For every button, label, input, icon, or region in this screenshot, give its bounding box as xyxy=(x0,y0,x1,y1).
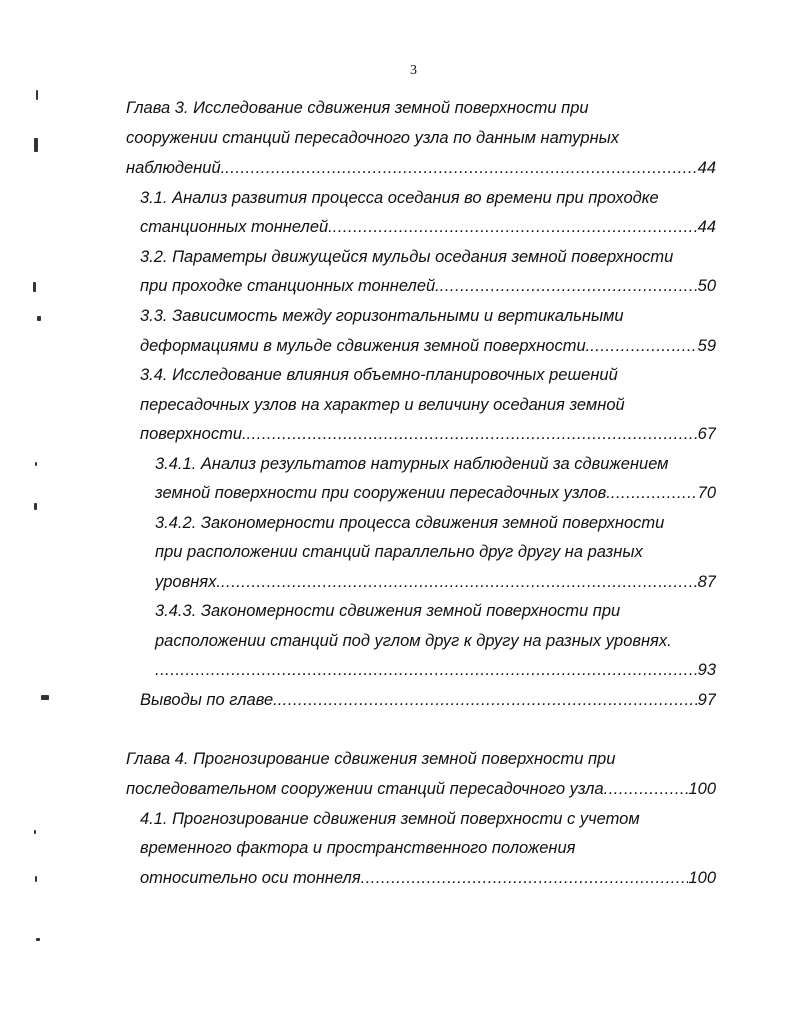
section-3-4-2-line-1: 3.4.2. Закономерности процесса сдвижения земной поверхности xyxy=(155,514,665,532)
toc-page-number: 50 xyxy=(697,277,716,295)
scan-speck xyxy=(35,462,37,466)
section-3-4-3-line-3 xyxy=(155,660,716,680)
section-3-4-3-line-1: 3.4.3. Закономерности сдвижения земной поверхности при xyxy=(155,602,621,620)
section-3-3-line-1: 3.3. Зависимость между горизонтальными и вертикальными xyxy=(140,307,624,325)
chapter-4-title-line-1: Глава 4. Прогнозирование сдвижения земной поверхности при xyxy=(126,750,616,768)
section-3-4-1-line-2 xyxy=(155,483,716,503)
dot-leader xyxy=(590,336,697,356)
scan-speck xyxy=(36,90,38,100)
scan-speck xyxy=(34,830,36,834)
toc-page-number: 97 xyxy=(697,691,716,709)
section-4-1-line-2: временного фактора и пространственного положения xyxy=(140,839,576,857)
chapter-3-title-line-3 xyxy=(126,158,716,178)
section-3-3-line-2 xyxy=(140,336,716,356)
toc-page-number: 93 xyxy=(697,661,716,679)
toc-page-number: 59 xyxy=(697,337,716,355)
toc-chapter-3-conclusions xyxy=(140,690,716,710)
toc-entry-text: относительно оси тоннеля xyxy=(140,869,361,887)
scan-speck xyxy=(36,938,40,941)
scan-speck xyxy=(37,316,41,321)
toc-entry-text: при проходке станционных тоннелей. xyxy=(140,277,440,295)
section-3-1-line-1: 3.1. Анализ развития процесса оседания во времени при проходке xyxy=(140,189,659,207)
section-3-4-line-2: пересадочных узлов на характер и величину оседания земной xyxy=(140,396,625,414)
toc-page-number: 70 xyxy=(697,484,716,502)
toc-entry-text: станционных тоннелей. xyxy=(140,218,333,236)
toc-page-number: 44 xyxy=(697,159,716,177)
toc-page-number: 67 xyxy=(697,425,716,443)
toc-page-number: 100 xyxy=(688,869,716,887)
dot-leader xyxy=(247,424,698,444)
chapter-3-title-line-1: Глава 3. Исследование сдвижения земной поверхности при xyxy=(126,99,589,117)
section-3-4-1-line-1: 3.4.1. Анализ результатов натурных наблюдений за сдвижением xyxy=(155,455,669,473)
section-3-4-2-line-2: при расположении станций параллельно друг другу на разных xyxy=(155,543,643,561)
scan-speck xyxy=(35,876,37,882)
section-3-4-line-1: 3.4. Исследование влияния объемно-планировочных решений xyxy=(140,366,618,384)
section-3-2-line-2 xyxy=(140,276,716,296)
toc-entry-text: последовательном сооружении станций пересадочного узла xyxy=(126,780,604,798)
toc-entry-text: уровнях. xyxy=(155,573,221,591)
dot-leader xyxy=(278,690,698,710)
dot-leader xyxy=(221,572,698,592)
section-3-4-line-3 xyxy=(140,424,716,444)
chapter-4-title-line-2 xyxy=(126,779,716,799)
toc-page-number: 100 xyxy=(688,780,716,798)
toc-page-number: 87 xyxy=(697,573,716,591)
dot-leader xyxy=(611,483,698,503)
section-4-1-line-3 xyxy=(140,868,716,888)
section-3-4-2-line-3 xyxy=(155,572,716,592)
section-4-1-line-1: 4.1. Прогнозирование сдвижения земной поверхности с учетом xyxy=(140,810,640,828)
toc-entry-text: земной поверхности при сооружении пересадочных узлов. xyxy=(155,484,611,502)
dot-leader xyxy=(333,217,698,237)
dot-leader xyxy=(604,779,689,799)
chapter-3-title-line-2: сооружении станций пересадочного узла по данным натурных xyxy=(126,129,620,147)
section-3-1-line-2 xyxy=(140,217,716,237)
toc-entry-text: Выводы по главе. xyxy=(140,691,278,709)
dot-leader xyxy=(440,276,698,296)
toc-entry-text: деформациями в мульде сдвижения земной поверхности. xyxy=(140,337,591,355)
page-number: 3 xyxy=(410,63,417,78)
scan-speck xyxy=(34,503,37,510)
dot-leader xyxy=(361,868,689,888)
scan-speck xyxy=(41,695,49,700)
dot-leader xyxy=(225,158,697,178)
section-3-2-line-1: 3.2. Параметры движущейся мульды оседания земной поверхности xyxy=(140,248,674,266)
dot-leader xyxy=(155,660,698,680)
scan-speck xyxy=(33,282,36,292)
toc-entry-text: поверхности. xyxy=(140,425,247,443)
toc-page-number: 44 xyxy=(697,218,716,236)
section-3-4-3-line-2: расположении станций под углом друг к другу на разных уровнях. xyxy=(155,632,672,650)
toc-entry-text: наблюдений. xyxy=(126,159,226,177)
scan-speck xyxy=(34,138,38,152)
